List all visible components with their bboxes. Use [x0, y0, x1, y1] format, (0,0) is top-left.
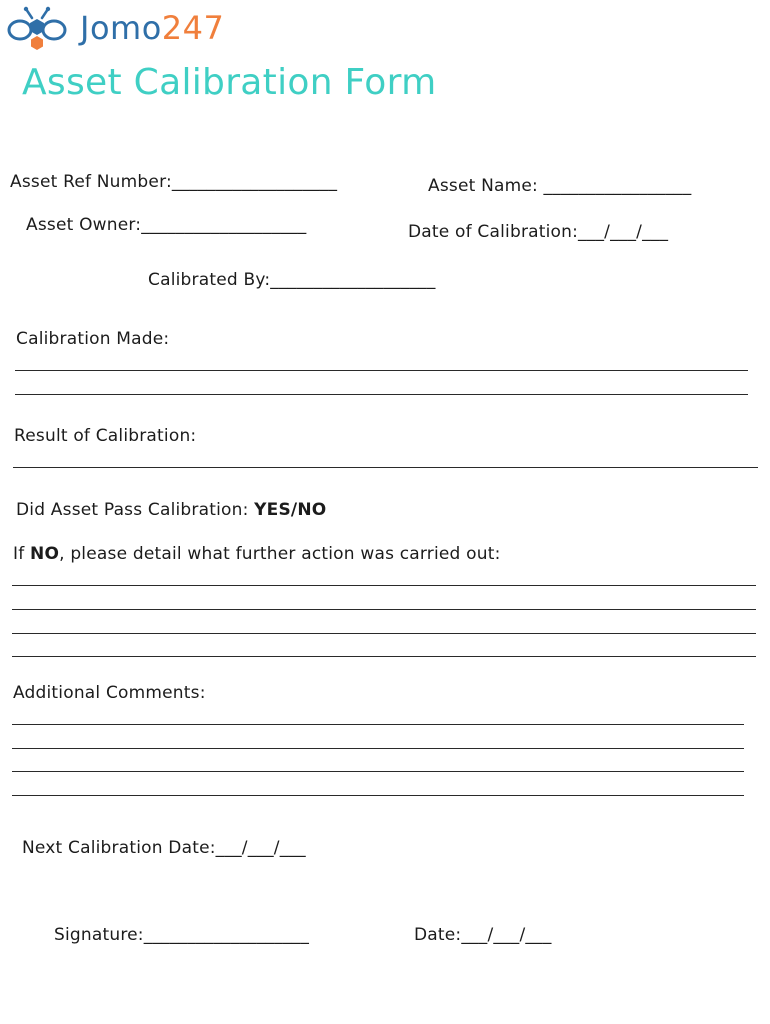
- further-action-line-2[interactable]: [12, 609, 756, 610]
- calibration-made-label: Calibration Made:: [16, 329, 170, 349]
- asset-name-field[interactable]: Asset Name: _________________: [428, 176, 692, 196]
- next-calibration-date-field[interactable]: Next Calibration Date:___/___/___: [22, 838, 306, 858]
- further-action-line-3[interactable]: [12, 633, 756, 634]
- signature-field[interactable]: Signature:___________________: [54, 925, 310, 945]
- did-pass-question: Did Asset Pass Calibration: YES/NO: [16, 500, 327, 520]
- result-line-1[interactable]: [13, 467, 758, 468]
- comments-line-2[interactable]: [12, 748, 744, 749]
- date-of-calibration-field[interactable]: Date of Calibration:___/___/___: [408, 222, 669, 242]
- date-field[interactable]: Date:___/___/___: [414, 925, 552, 945]
- if-no-instruction: If NO, please detail what further action was carried out:: [13, 544, 501, 564]
- comments-line-1[interactable]: [12, 724, 744, 725]
- company-logo: [6, 6, 224, 50]
- result-of-calibration-label: Result of Calibration:: [14, 426, 197, 446]
- calibration-made-line-1[interactable]: [15, 370, 748, 371]
- calibration-made-line-2[interactable]: [15, 394, 748, 395]
- further-action-line-4[interactable]: [12, 656, 756, 657]
- calibrated-by-field[interactable]: Calibrated By:___________________: [148, 270, 436, 290]
- page-title: Asset Calibration Form: [22, 62, 437, 103]
- comments-line-4[interactable]: [12, 795, 744, 796]
- additional-comments-label: Additional Comments:: [13, 683, 206, 703]
- asset-ref-field[interactable]: Asset Ref Number:___________________: [10, 172, 338, 192]
- brand-name: Jomo247: [80, 9, 225, 47]
- bee-logo-icon: [6, 6, 76, 50]
- further-action-line-1[interactable]: [12, 585, 756, 586]
- yes-no-options[interactable]: YES/NO: [254, 500, 327, 520]
- asset-owner-field[interactable]: Asset Owner:___________________: [26, 215, 307, 235]
- comments-line-3[interactable]: [12, 771, 744, 772]
